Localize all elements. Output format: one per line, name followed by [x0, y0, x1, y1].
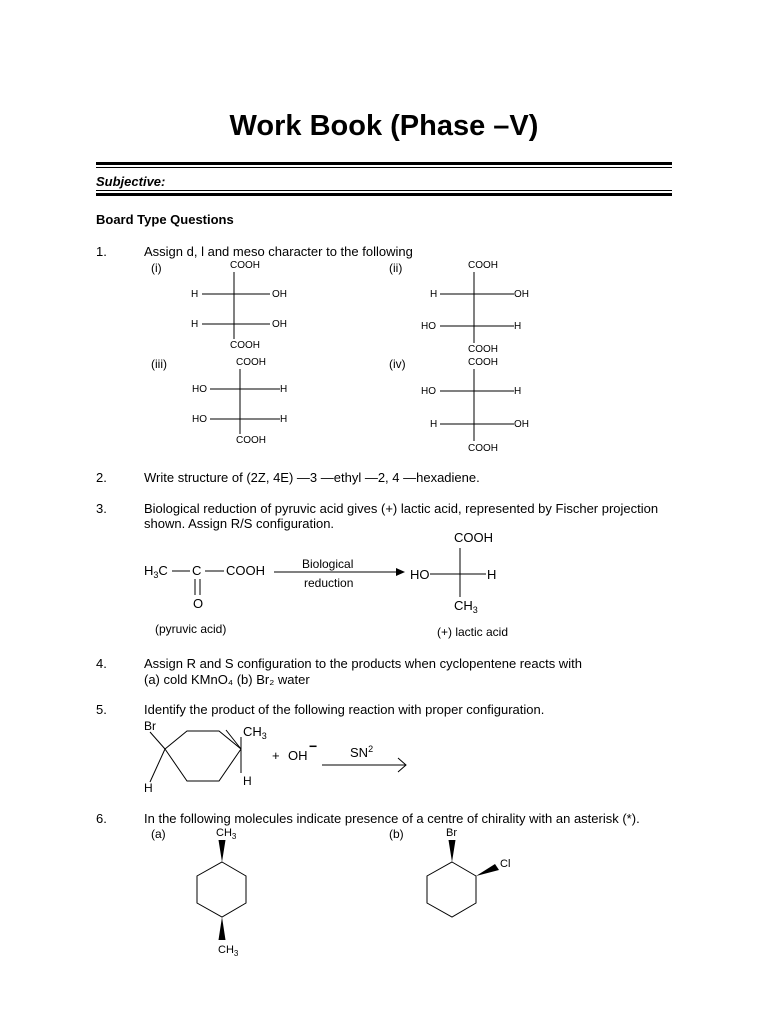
question-text-4-line1: Assign R and S configuration to the products when cyclopentene reacts with: [144, 656, 582, 671]
q6-a-top-ch3: $CH_3$: [216, 827, 237, 841]
q6-a-bottom-ch3: $CH_3$: [218, 944, 239, 958]
q5-hydroxide: OH: [288, 748, 308, 763]
question-number-2: 2.: [96, 470, 107, 485]
q3-h3c-label: $H_3C$: [144, 563, 168, 580]
q5-ch3-label: $CH_3$: [243, 724, 267, 741]
question-text-5: Identify the product of the following reaction with proper configuration.: [144, 702, 545, 717]
q1-iii-left-top: HO: [192, 384, 207, 395]
q1-iii-right-bottom: H: [280, 414, 288, 425]
q1-iv-left-top: HO: [421, 386, 436, 397]
q1-iv-bottom-cooh: COOH: [468, 443, 498, 454]
q3-central-carbon: C: [192, 563, 202, 578]
question-number-5: 5.: [96, 702, 107, 717]
q1-label-iii: (iii): [151, 357, 167, 371]
q1-iii-top-cooh: COOH: [236, 357, 266, 368]
page-title: Work Book (Phase –V): [229, 110, 539, 142]
q5-h-left: H: [144, 781, 153, 795]
q1-iv-top-cooh: COOH: [468, 357, 498, 368]
q1-ii-bottom-cooh: COOH: [468, 344, 498, 355]
q3-lactic-ch3: $CH_3$: [454, 598, 478, 615]
question-text-1: Assign d, l and meso character to the following: [144, 244, 413, 259]
subjective-label: Subjective:: [96, 174, 166, 189]
q1-ii-top-cooh: COOH: [468, 260, 498, 271]
q1-i-right-bottom: OH: [272, 319, 287, 330]
q3-lactic-cooh: COOH: [454, 530, 493, 545]
q1-iv-right-top: H: [514, 386, 522, 397]
q3-lactic-ho: HO: [410, 567, 430, 582]
q1-iii-left-bottom: HO: [192, 414, 207, 425]
q1-i-left-bottom: H: [191, 319, 199, 330]
q3-carbonyl-oxygen: O: [193, 596, 204, 611]
question-text-3-line2: shown. Assign R/S configuration.: [144, 516, 335, 531]
question-number-6: 6.: [96, 811, 107, 826]
q1-ii-left-top: H: [430, 289, 438, 300]
q1-i-left-top: H: [191, 289, 199, 300]
q1-label-i: (i): [151, 261, 162, 275]
q3-lactic-caption: (+) lactic acid: [437, 625, 509, 639]
question-text-4-line2: (a) cold KMnO₄ (b) Br₂ water: [144, 672, 310, 687]
question-number-3: 3.: [96, 501, 107, 516]
q3-lactic-h: H: [487, 567, 497, 582]
q5-minus-charge: −: [309, 738, 318, 754]
question-number-1: 1.: [96, 244, 107, 259]
q5-h-right: H: [243, 774, 252, 788]
q1-ii-right-bottom: H: [514, 321, 522, 332]
q1-ii-left-bottom: HO: [421, 321, 436, 332]
q1-iii-right-top: H: [280, 384, 288, 395]
q1-ii-right-top: OH: [514, 289, 529, 300]
q5-plus-sign: +: [272, 748, 280, 763]
q6-b-br: Br: [446, 827, 457, 839]
q1-iv-right-bottom: OH: [514, 419, 529, 430]
q5-br-label: Br: [144, 719, 156, 733]
q3-pyruvic-cooh: COOH: [226, 563, 265, 578]
question-text-3-line1: Biological reduction of pyruvic acid gives (+) lactic acid, represented by Fischer projection: [144, 501, 659, 516]
question-text-6: In the following molecules indicate presence of a centre of chirality with an asterisk (*).: [144, 811, 640, 826]
q3-arrow-label-top: Biological: [302, 557, 354, 571]
question-number-4: 4.: [96, 656, 107, 671]
q1-label-ii: (ii): [389, 261, 403, 275]
q6-b-cl: Cl: [500, 858, 511, 870]
q1-iii-bottom-cooh: COOH: [236, 435, 266, 446]
q1-i-right-top: OH: [272, 289, 287, 300]
q5-sn2-label: $SN^2$: [350, 744, 374, 760]
q6-label-a: (a): [151, 827, 166, 841]
q1-iv-left-bottom: H: [430, 419, 438, 430]
q3-pyruvic-caption: (pyruvic acid): [155, 622, 227, 636]
q1-label-iv: (iv): [389, 357, 406, 371]
q3-arrow-label-bottom: reduction: [304, 576, 354, 590]
section-heading: Board Type Questions: [96, 212, 234, 227]
q1-i-bottom-cooh: COOH: [230, 340, 260, 351]
q6-label-b: (b): [389, 827, 404, 841]
q1-i-top-cooh: COOH: [230, 260, 260, 271]
question-text-2: Write structure of (2Z, 4E) —3 —ethyl —2, 4 —hexadiene.: [144, 470, 480, 485]
